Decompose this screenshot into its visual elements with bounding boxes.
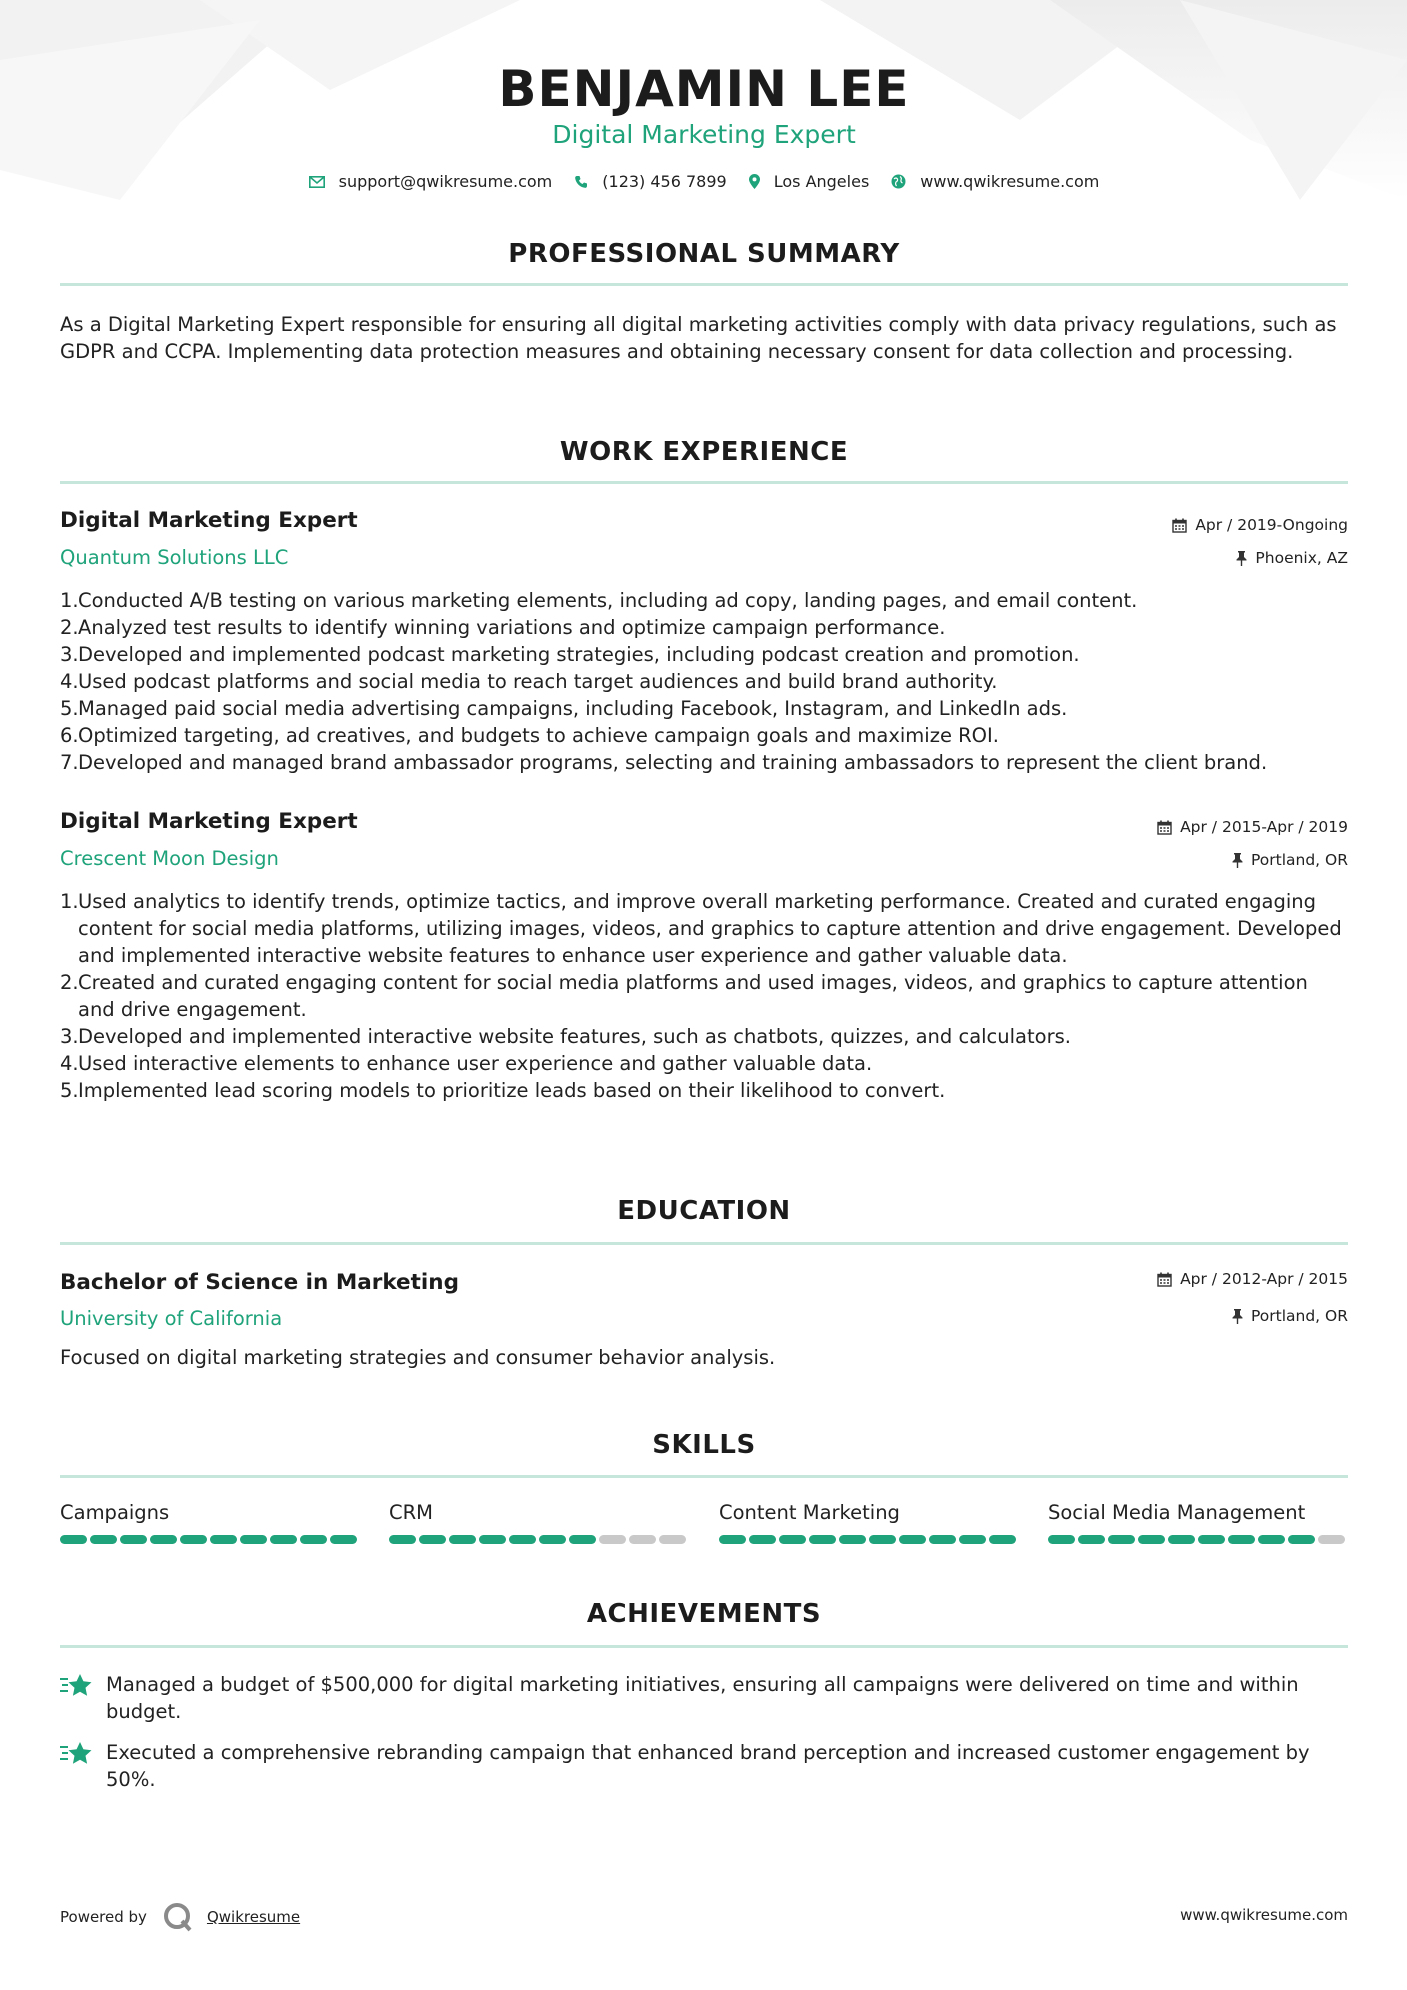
job-title: Digital Marketing Expert <box>60 809 358 834</box>
skill-segment-filled <box>330 1535 357 1544</box>
skill-item <box>389 1501 689 1544</box>
footer-website-link[interactable]: www.qwikresume.com <box>1180 1906 1348 1924</box>
list-item: 1. Conducted A/B testing on various marketing elements, including ad copy, landing pages, and email content. <box>60 589 1138 612</box>
skill-segment-filled <box>1198 1535 1225 1544</box>
job-responsibilities <box>60 587 1348 776</box>
job-location <box>1236 549 1348 567</box>
achievement-item <box>60 1739 1348 1793</box>
contact-email[interactable] <box>309 172 553 191</box>
skills-divider <box>60 1475 1348 1478</box>
skill-segment-filled <box>449 1535 476 1544</box>
skill-level-bar <box>719 1535 1019 1544</box>
contact-location <box>749 172 870 191</box>
skill-segment-filled <box>270 1535 297 1544</box>
envelope-icon <box>309 176 325 188</box>
contact-website-text: www.qwikresume.com <box>920 172 1100 191</box>
list-item: 1. Used analytics to identify trends, optimize tactics, and improve overall marketing performance. Created and curated engaging content for social media platforms, utilizing images, videos, and graphics to capture attention and drive engagement. Developed and implemented interactive website features to enhance user experience and gather valuable data. <box>60 890 1342 967</box>
skill-segment-filled <box>1138 1535 1165 1544</box>
job-dates-text: Apr / 2019-Ongoing <box>1195 516 1348 534</box>
contact-phone-text: (123) 456 7899 <box>602 172 727 191</box>
skills-heading: SKILLS <box>652 1430 756 1460</box>
skill-name: Social Media Management <box>1048 1501 1306 1524</box>
pushpin-icon <box>1232 853 1243 868</box>
list-item: 4. Used interactive elements to enhance user experience and gather valuable data. <box>60 1052 873 1075</box>
job-company: Quantum Solutions LLC <box>60 546 289 569</box>
list-item: 5. Implemented lead scoring models to prioritize leads based on their likelihood to convert. <box>60 1079 946 1102</box>
map-marker-icon <box>749 174 760 189</box>
list-item: 7. Developed and managed brand ambassador programs, selecting and training ambassadors to represent the client brand. <box>60 751 1268 774</box>
job-dates <box>1157 818 1348 836</box>
summary-text: As a Digital Marketing Expert responsible for ensuring all digital marketing activities comply with data privacy regulations, such as GDPR and CCPA. Implementing data protection measures and obtaining necessary consent for data collection and processing. <box>60 313 1337 363</box>
skill-segment-filled <box>989 1535 1016 1544</box>
skill-segment-filled <box>1258 1535 1285 1544</box>
skill-segment-filled <box>839 1535 866 1544</box>
skill-name: Campaigns <box>60 1501 170 1524</box>
experience-heading: WORK EXPERIENCE <box>559 437 849 467</box>
skill-segment-filled <box>419 1535 446 1544</box>
skill-name: Content Marketing <box>719 1501 900 1524</box>
contact-email-text: support@qwikresume.com <box>338 172 553 191</box>
contact-location-text: Los Angeles <box>773 172 870 191</box>
skill-segment-filled <box>569 1535 596 1544</box>
skill-segment-filled <box>899 1535 926 1544</box>
achievement-text: Executed a comprehensive rebranding campaign that enhanced brand perception and increased customer engagement by 50%. <box>106 1741 1310 1791</box>
skill-segment-filled <box>240 1535 267 1544</box>
job-responsibilities <box>60 888 1348 1104</box>
skill-segment-filled <box>120 1535 147 1544</box>
achievement-text: Managed a budget of $500,000 for digital marketing initiatives, ensuring all campaigns were delivered on time and within budget. <box>106 1673 1299 1723</box>
star-icon <box>60 1673 106 1725</box>
qwikresume-logo-icon <box>163 1902 193 1932</box>
candidate-name: BENJAMIN LEE <box>498 60 910 118</box>
powered-by <box>60 1902 300 1932</box>
job-dates <box>1172 516 1348 534</box>
contact-website[interactable] <box>891 172 1099 191</box>
skill-segment-filled <box>210 1535 237 1544</box>
qwikresume-link[interactable]: Qwikresume <box>206 1908 301 1926</box>
achievements-divider <box>60 1645 1348 1648</box>
skill-segment-filled <box>959 1535 986 1544</box>
education-dates <box>1157 1270 1348 1288</box>
skill-segment-filled <box>150 1535 177 1544</box>
list-item: 3. Developed and implemented interactive website features, such as chatbots, quizzes, and calculators. <box>60 1025 1071 1048</box>
education-degree: Bachelor of Science in Marketing <box>60 1270 459 1295</box>
calendar-icon <box>1157 1272 1172 1287</box>
skill-segment-filled <box>1168 1535 1195 1544</box>
skill-segment-filled <box>539 1535 566 1544</box>
skill-segment-filled <box>1288 1535 1315 1544</box>
skill-segment-filled <box>180 1535 207 1544</box>
skill-item <box>719 1501 1019 1544</box>
achievements-heading: ACHIEVEMENTS <box>586 1599 822 1629</box>
skill-level-bar <box>60 1535 360 1544</box>
skill-segment-filled <box>509 1535 536 1544</box>
experience-divider <box>60 481 1348 484</box>
pushpin-icon <box>1232 1309 1243 1324</box>
skill-segment-filled <box>719 1535 746 1544</box>
job-company: Crescent Moon Design <box>60 847 279 870</box>
summary-divider <box>60 283 1348 286</box>
phone-icon <box>574 175 588 189</box>
education-location <box>1232 1307 1348 1325</box>
skill-segment-filled <box>1048 1535 1075 1544</box>
list-item: 5. Managed paid social media advertising campaigns, including Facebook, Instagram, and LinkedIn ads. <box>60 697 1068 720</box>
skill-segment-filled <box>1078 1535 1105 1544</box>
job-title: Digital Marketing Expert <box>60 508 358 533</box>
skill-segment-filled <box>929 1535 956 1544</box>
skill-segment-filled <box>1108 1535 1135 1544</box>
skill-segment-empty <box>659 1535 686 1544</box>
skill-segment-filled <box>779 1535 806 1544</box>
skill-level-bar <box>389 1535 689 1544</box>
skill-name: CRM <box>389 1501 433 1524</box>
job-location <box>1232 851 1348 869</box>
skill-segment-filled <box>90 1535 117 1544</box>
skill-segment-filled <box>300 1535 327 1544</box>
star-icon <box>60 1741 106 1793</box>
skill-segment-filled <box>749 1535 776 1544</box>
contact-bar <box>60 172 1348 191</box>
pushpin-icon <box>1236 551 1247 566</box>
skill-segment-filled <box>809 1535 836 1544</box>
education-location-text: Portland, OR <box>1250 1307 1348 1325</box>
calendar-icon <box>1172 518 1187 533</box>
calendar-icon <box>1157 820 1172 835</box>
skill-level-bar <box>1048 1535 1348 1544</box>
candidate-role: Digital Marketing Expert <box>552 120 856 149</box>
skill-item <box>60 1501 360 1544</box>
contact-phone[interactable] <box>574 172 726 191</box>
education-description: Focused on digital marketing strategies and consumer behavior analysis. <box>60 1346 776 1369</box>
globe-icon <box>891 174 906 189</box>
list-item: 2. Analyzed test results to identify winning variations and optimize campaign performance. <box>60 616 946 639</box>
job-location-text: Phoenix, AZ <box>1255 549 1348 567</box>
powered-by-label: Powered by <box>60 1908 147 1926</box>
skill-segment-empty <box>599 1535 626 1544</box>
skill-segment-filled <box>60 1535 87 1544</box>
education-dates-text: Apr / 2012-Apr / 2015 <box>1180 1270 1348 1288</box>
job-dates-text: Apr / 2015-Apr / 2019 <box>1180 818 1348 836</box>
skill-segment-empty <box>1318 1535 1345 1544</box>
list-item: 4. Used podcast platforms and social media to reach target audiences and build brand authority. <box>60 670 998 693</box>
skill-segment-filled <box>1228 1535 1255 1544</box>
summary-heading: PROFESSIONAL SUMMARY <box>508 239 900 269</box>
skill-segment-empty <box>629 1535 656 1544</box>
job-location-text: Portland, OR <box>1250 851 1348 869</box>
skill-segment-filled <box>389 1535 416 1544</box>
education-school: University of California <box>60 1307 283 1330</box>
skill-segment-filled <box>869 1535 896 1544</box>
education-divider <box>60 1242 1348 1245</box>
list-item: 6. Optimized targeting, ad creatives, and budgets to achieve campaign goals and maximize ROI. <box>60 724 999 747</box>
list-item: 3. Developed and implemented podcast marketing strategies, including podcast creation and promotion. <box>60 643 1080 666</box>
skill-item <box>1048 1501 1348 1544</box>
education-heading: EDUCATION <box>617 1196 791 1226</box>
list-item: 2. Created and curated engaging content for social media platforms and used images, videos, and graphics to capture attention and drive engagement. <box>60 971 1308 1021</box>
skill-segment-filled <box>479 1535 506 1544</box>
achievement-item <box>60 1671 1348 1725</box>
